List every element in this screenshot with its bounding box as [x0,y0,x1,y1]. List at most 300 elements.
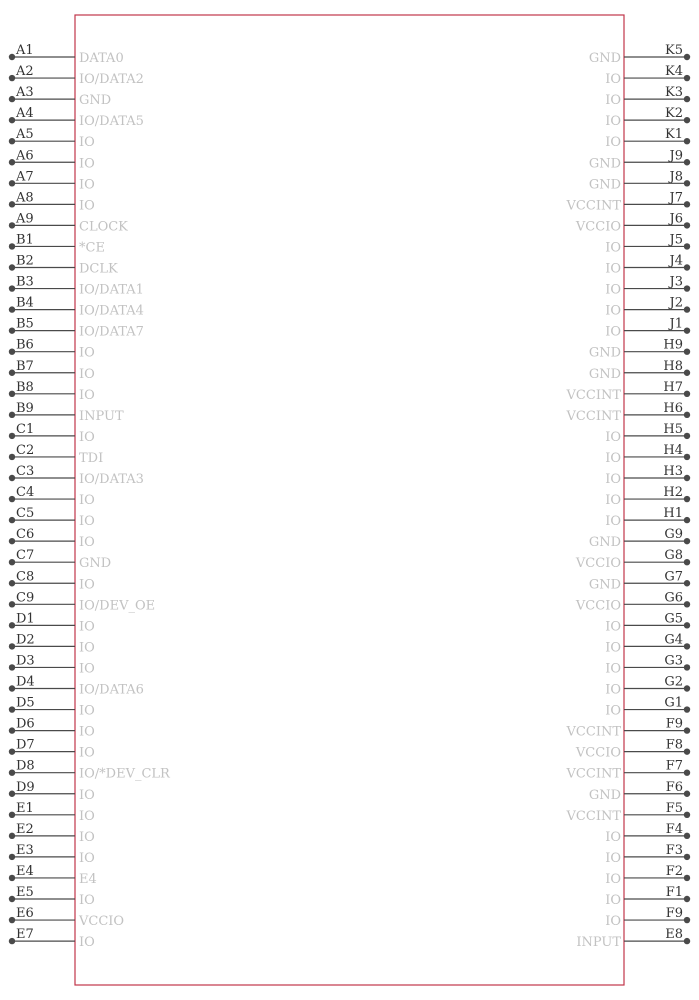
pin-name: IO [79,135,95,151]
pin-number: G5 [664,611,683,627]
left-pin [9,211,128,234]
pin-number: D2 [16,632,35,648]
left-pin [9,822,95,845]
pin-number: F1 [665,885,683,900]
pin-end-dot [684,454,690,460]
left-pin [9,190,95,213]
pin-name: IO [605,829,621,845]
pin-name: IO/DATA4 [79,303,144,319]
right-pin [575,548,690,571]
pin-name: IO [79,829,95,845]
pin-end-dot [9,854,15,860]
right-pin [566,759,691,782]
right-pin [576,927,690,950]
pin-end-dot [9,833,15,839]
pin-number: B8 [16,379,34,395]
pin-number: E1 [16,800,34,816]
left-pin [9,296,144,319]
left-pin [9,717,95,740]
pin-name: INPUT [576,935,621,951]
pin-number: H7 [663,379,683,395]
pin-end-dot [9,917,15,923]
pin-number: E7 [16,927,34,943]
pin-name: VCCIO [575,745,621,761]
pin-number: A7 [16,169,34,185]
pin-number: J2 [669,295,683,311]
right-pin [605,85,690,108]
pin-end-dot [9,433,15,439]
pin-number: J1 [669,316,683,332]
pin-end-dot [9,770,15,776]
pin-number: A1 [16,43,34,58]
right-pin [589,359,690,382]
left-pin [9,464,144,487]
pin-name: IO [79,429,95,445]
left-pin-group [9,43,171,950]
left-pin [9,338,95,361]
left-pin [9,906,124,929]
pin-name: IO [79,535,95,551]
pin-end-dot [684,475,690,481]
pin-end-dot [9,201,15,207]
pin-end-dot [684,622,690,628]
pin-end-dot [9,327,15,333]
pin-name: GND [588,345,621,361]
left-pin [9,275,144,298]
pin-end-dot [9,96,15,102]
pin-name: IO [79,387,95,403]
pin-name: INPUT [79,408,124,424]
pin-end-dot [9,75,15,81]
pin-name: IO/DATA5 [79,114,144,130]
pin-end-dot [684,138,690,144]
pin-end-dot [684,433,690,439]
pin-name: IO [79,745,95,761]
pin-number: K2 [665,106,683,122]
pin-number: G7 [664,569,683,585]
pin-name: IO [605,429,621,445]
pin-name: DATA0 [79,51,124,66]
pin-number: F5 [665,800,683,816]
pin-number: D7 [16,737,35,753]
pin-name: VCCINT [566,198,621,214]
pin-name: VCCINT [566,766,621,782]
pin-end-dot [684,601,690,607]
right-pin [605,675,690,698]
pin-end-dot [9,412,15,418]
left-pin [9,148,95,171]
pin-end-dot [684,327,690,333]
pin-number: A9 [16,211,34,227]
pin-name: IO [605,93,621,109]
right-pin [605,864,690,887]
pin-end-dot [684,391,690,397]
pin-number: C1 [16,421,35,437]
pin-name: IO [79,850,95,866]
pin-name: IO [605,914,621,930]
pin-name: IO [605,514,621,530]
right-pin [575,590,690,613]
pin-number: K5 [665,43,683,58]
pin-name: IO/DATA7 [79,324,144,340]
left-pin [9,548,111,571]
pin-end-dot [684,264,690,270]
right-pin [566,717,691,740]
pin-end-dot [9,370,15,376]
pin-end-dot [684,643,690,649]
pin-end-dot [684,559,690,565]
pin-end-dot [9,243,15,249]
pin-name: VCCINT [566,808,621,824]
pin-name: IO [605,871,621,887]
pin-end-dot [684,685,690,691]
pin-name: TDI [79,450,104,466]
left-pin [9,653,95,676]
pin-number: J6 [669,211,683,227]
pin-name: IO [79,661,95,677]
pin-number: A5 [16,127,34,143]
right-pin [575,738,690,761]
right-pin [605,106,690,129]
component-body [75,15,624,985]
right-pin [605,822,690,845]
left-pin [9,780,95,803]
left-pin [9,611,95,634]
pin-end-dot [9,538,15,544]
pin-name: IO [605,640,621,656]
pin-end-dot [9,222,15,228]
right-pin [605,653,690,676]
pin-name: IO [605,619,621,635]
pin-end-dot [9,54,15,60]
pin-number: A6 [16,148,34,164]
pin-end-dot [684,580,690,586]
pin-end-dot [684,791,690,797]
right-pin [605,906,690,929]
pin-name: IO/*DEV_CLR [79,766,170,782]
pin-end-dot [9,496,15,502]
pin-name: IO [79,177,95,193]
pin-name: IO [605,261,621,277]
right-pin [589,43,690,66]
right-pin [605,317,690,340]
left-pin [9,569,95,592]
pin-number: B3 [16,274,34,290]
pin-name: VCCIO [79,914,125,930]
pin-name: IO [605,450,621,466]
pin-name: VCCINT [566,387,621,403]
left-pin [9,317,144,340]
right-pin [589,169,690,192]
left-pin [9,632,95,655]
right-pin [605,422,690,445]
pin-end-dot [684,496,690,502]
pin-name: *CE [79,240,105,256]
pin-number: C2 [16,442,35,458]
right-pin [589,338,690,361]
pin-number: K1 [665,127,683,143]
right-pin [605,464,690,487]
right-pin [589,148,690,171]
pin-number: G2 [664,674,683,690]
pin-name: VCCINT [566,408,621,424]
pin-name: IO [605,703,621,719]
pin-end-dot [684,243,690,249]
pin-number: F9 [665,716,683,732]
pin-name: IO [605,472,621,487]
pin-number: H2 [663,485,683,501]
left-pin [9,590,155,613]
pin-number: D9 [16,779,35,795]
pin-end-dot [684,370,690,376]
pin-name: IO [605,135,621,151]
pin-end-dot [9,812,15,818]
pin-name: GND [588,51,621,66]
pin-end-dot [684,748,690,754]
pin-end-dot [684,96,690,102]
pin-end-dot [684,833,690,839]
right-pin [589,780,690,803]
pin-end-dot [684,664,690,670]
pin-number: B9 [16,400,34,416]
pin-number: F3 [665,842,683,858]
pin-number: C9 [16,590,35,606]
right-pin [605,843,690,866]
pin-number: C5 [16,506,35,522]
right-pin [605,485,690,508]
right-pin [566,401,691,424]
pin-number: B4 [16,295,34,311]
right-pin [605,127,690,150]
pin-end-dot [9,559,15,565]
left-pin [9,359,95,382]
pin-number: G3 [664,653,683,669]
pin-number: J3 [669,274,683,290]
pin-number: C7 [16,548,35,564]
pin-end-dot [9,748,15,754]
pin-end-dot [9,159,15,165]
pin-number: F4 [665,821,683,837]
pin-number: D8 [16,758,35,774]
right-pin-group [566,43,691,950]
pin-end-dot [684,222,690,228]
pin-number: F6 [665,779,683,795]
right-pin [605,232,690,255]
pin-number: C4 [16,485,35,501]
pin-name: IO [605,240,621,256]
pin-name: IO [605,893,621,908]
pin-number: F9 [665,906,683,922]
left-pin [9,675,144,698]
pin-name: IO/DEV_OE [79,598,156,614]
left-pin [9,254,118,277]
right-pin [605,696,690,719]
pin-end-dot [684,117,690,123]
pin-number: J4 [669,253,683,269]
pin-name: IO/DATA3 [79,472,144,487]
pin-number: E6 [16,906,34,922]
pin-name: GND [588,366,621,382]
pin-name: VCCIO [575,598,621,614]
pin-name: IO [79,366,95,382]
pin-number: H4 [663,442,683,458]
pin-end-dot [684,812,690,818]
left-pin [9,801,95,824]
pin-end-dot [9,264,15,270]
right-pin [566,190,691,213]
left-pin [9,759,171,782]
pin-number: D3 [16,653,35,669]
right-pin [575,211,690,234]
left-pin [9,43,124,66]
pin-name: IO [79,935,95,951]
pin-number: E3 [16,842,34,858]
pin-name: IO [79,703,95,719]
pin-number: H8 [663,358,683,374]
pin-number: J7 [669,190,683,206]
pin-name: GND [588,535,621,551]
right-pin [605,506,690,529]
pin-name: IO/DATA2 [79,72,144,88]
pin-number: J8 [669,169,683,185]
pin-name: IO [605,682,621,698]
left-pin [9,85,111,108]
pin-end-dot [684,54,690,60]
pin-name: GND [588,156,621,172]
pin-end-dot [684,896,690,902]
pin-number: H3 [663,464,683,479]
pin-name: GND [588,177,621,193]
pin-number: A4 [16,106,34,122]
pin-name: IO [605,303,621,319]
pin-number: G1 [664,695,683,711]
right-pin [589,569,690,592]
pin-name: IO [79,787,95,803]
pin-number: G8 [664,548,683,564]
pin-number: B2 [16,253,34,269]
pin-name: GND [588,787,621,803]
pin-name: IO [79,893,95,908]
left-pin [9,696,95,719]
pin-name: IO [79,198,95,214]
pin-name: IO [79,724,95,740]
pin-name: IO [605,493,621,509]
pin-end-dot [9,727,15,733]
pin-number: A3 [16,85,34,101]
pin-name: CLOCK [79,219,128,235]
pin-number: K4 [665,64,683,80]
pin-number: C3 [16,464,35,479]
pin-name: IO [605,850,621,866]
left-pin [9,169,95,192]
pin-end-dot [684,306,690,312]
pin-name: IO [79,619,95,635]
pin-end-dot [9,601,15,607]
pin-number: E2 [16,821,34,837]
pin-end-dot [9,664,15,670]
pin-name: IO [79,640,95,656]
pin-name: IO [605,72,621,88]
left-pin [9,738,95,761]
pin-name: IO [79,156,95,172]
pin-end-dot [9,706,15,712]
right-pin [605,275,690,298]
pin-number: H5 [663,421,683,437]
pin-name: IO [79,345,95,361]
pin-end-dot [9,875,15,881]
pin-number: H9 [663,337,683,353]
left-pin [9,927,95,950]
pin-name: E4 [79,871,97,887]
pin-end-dot [9,643,15,649]
pin-end-dot [9,580,15,586]
pin-name: GND [79,556,112,572]
pin-end-dot [684,706,690,712]
left-pin [9,485,95,508]
pin-name: IO [79,577,95,593]
pin-end-dot [684,180,690,186]
left-pin [9,443,103,466]
right-pin [605,64,690,87]
right-pin [605,885,690,908]
pin-end-dot [9,791,15,797]
left-pin [9,64,144,87]
left-pin [9,127,95,150]
pin-name: IO [605,114,621,130]
pin-number: D4 [16,674,35,690]
pin-end-dot [9,685,15,691]
left-pin [9,106,144,129]
right-pin [605,611,690,634]
pin-end-dot [684,201,690,207]
pin-number: C6 [16,527,35,543]
pin-number: E8 [665,927,683,943]
pin-end-dot [684,517,690,523]
pin-name: IO [605,324,621,340]
pin-name: IO [79,808,95,824]
pin-end-dot [9,454,15,460]
pin-number: G9 [664,527,683,543]
left-pin [9,864,97,887]
pin-number: F7 [665,758,683,774]
pin-name: GND [79,93,112,109]
left-pin [9,885,95,908]
pin-end-dot [9,391,15,397]
pin-number: G6 [664,590,683,606]
pin-name: IO/DATA6 [79,682,144,698]
pin-number: D5 [16,695,35,711]
pin-name: DCLK [79,261,118,277]
right-pin [566,801,691,824]
pin-end-dot [9,938,15,944]
pin-number: B6 [16,337,34,353]
left-pin [9,380,95,403]
pin-number: B7 [16,358,34,374]
left-pin [9,527,95,550]
pin-number: D6 [16,716,35,732]
pin-end-dot [9,475,15,481]
pin-end-dot [9,285,15,291]
pin-name: IO/DATA1 [79,282,144,298]
pin-number: A8 [16,190,34,206]
pin-number: E5 [16,885,34,900]
pin-number: B5 [16,316,34,332]
pin-number: G4 [664,632,683,648]
pin-end-dot [684,770,690,776]
right-pin [605,632,690,655]
left-pin [9,422,95,445]
pin-number: J5 [669,232,683,248]
